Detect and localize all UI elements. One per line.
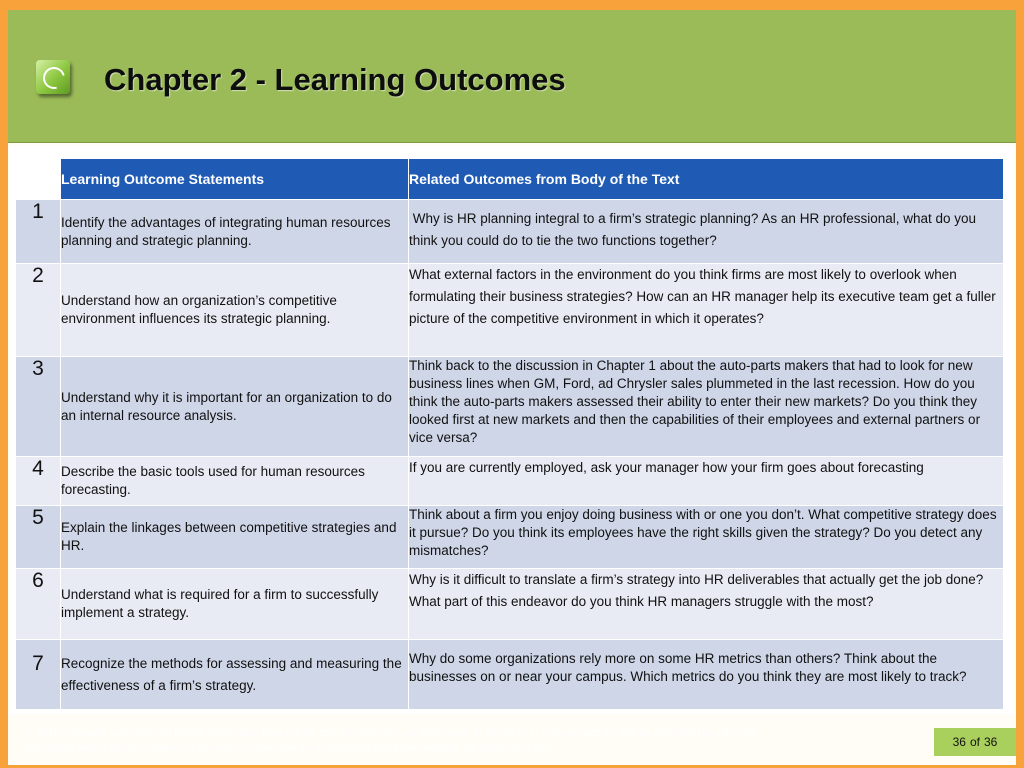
row-number: 2 bbox=[16, 264, 61, 357]
learning-outcomes-table bbox=[15, 158, 1004, 710]
table-row bbox=[16, 506, 1004, 569]
outcome-statement: Understand why it is important for an organization to do an internal resource analysis. bbox=[61, 357, 409, 457]
row-number: 7 bbox=[16, 640, 61, 710]
page-total: 36 bbox=[984, 735, 998, 749]
row-number: 4 bbox=[16, 457, 61, 506]
column-header-statements: Learning Outcome Statements bbox=[61, 159, 409, 200]
row-number: 3 bbox=[16, 357, 61, 457]
slide-title: Chapter 2 - Learning Outcomes bbox=[104, 62, 566, 97]
table-row bbox=[16, 357, 1004, 457]
number-column-header bbox=[16, 159, 61, 200]
outcome-statement: Understand how an organization’s competitive environment influences its strategic planning. bbox=[61, 264, 409, 357]
copyright-notice: © 2012 Cengage Learning. All Rights Reserved. May not be copied, scanned, or duplicated, in whole or in part, except for use as permitted in a license distributed with a certain product or service or otherwise on a password-protected website for classroom use. bbox=[24, 727, 758, 754]
related-outcome: If you are currently employed, ask your manager how your firm goes about forecasting bbox=[409, 457, 1004, 506]
outcome-statement: Recognize the methods for assessing and measuring the effectiveness of a firm’s strategy. bbox=[61, 640, 409, 710]
row-number: 5 bbox=[16, 506, 61, 569]
row-number: 1 bbox=[16, 200, 61, 264]
row-number: 6 bbox=[16, 569, 61, 640]
page-of-label: of bbox=[969, 735, 980, 749]
bullet-icon bbox=[36, 60, 70, 94]
table-row bbox=[16, 640, 1004, 710]
page-current: 36 bbox=[952, 735, 966, 749]
column-header-related: Related Outcomes from Body of the Text bbox=[409, 159, 1004, 200]
outcome-statement: Describe the basic tools used for human resources forecasting. bbox=[61, 457, 409, 506]
related-outcome: Why do some organizations rely more on some HR metrics than others? Think about the businesses on or near your campus. Which metrics do you think they are most likely to track? bbox=[409, 640, 1004, 710]
outcome-statement: Understand what is required for a firm to successfully implement a strategy. bbox=[61, 569, 409, 640]
outcome-statement: Explain the linkages between competitive strategies and HR. bbox=[61, 506, 409, 569]
related-outcome: What external factors in the environment do you think firms are most likely to overlook when formulating their business strategies? How can an HR manager help its executive team get a fuller picture of the competitive environment in which it operates? bbox=[409, 264, 1004, 357]
table-row bbox=[16, 457, 1004, 506]
table-row bbox=[16, 264, 1004, 357]
related-outcome: Think about a firm you enjoy doing business with or one you don’t. What competitive strategy does it pursue? Do you think its employees have the right skills given the strategy? Do you detect any mismatches? bbox=[409, 506, 1004, 569]
related-outcome: Think back to the discussion in Chapter 1 about the auto-parts makers that had to look for new business lines when GM, Ford, ad Chrysler sales plummeted in the last recession. How do you think the auto-parts makers assessed their ability to enter their new markets? Do you think they looked first at new markets and then the capabilities of their employees and external partners or vice versa? bbox=[409, 357, 1004, 457]
table-row bbox=[16, 200, 1004, 264]
table-row bbox=[16, 569, 1004, 640]
related-outcome: Why is it difficult to translate a firm’s strategy into HR deliverables that actually get the job done? What part of this endeavor do you think HR managers struggle with the most? bbox=[409, 569, 1004, 640]
related-outcome: Why is HR planning integral to a firm’s strategic planning? As an HR professional, what do you think you could do to tie the two functions together? bbox=[409, 200, 1004, 264]
outcome-statement: Identify the advantages of integrating human resources planning and strategic planning. bbox=[61, 200, 409, 264]
page-indicator bbox=[934, 728, 1016, 756]
